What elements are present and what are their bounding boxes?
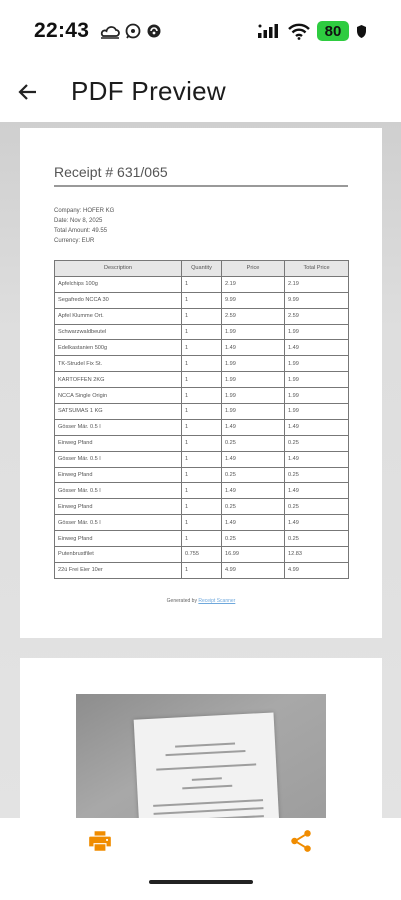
table-cell: 0.25 xyxy=(285,499,349,515)
table-cell: 1 xyxy=(182,562,222,578)
status-right xyxy=(257,21,367,41)
table-cell: 1 xyxy=(182,419,222,435)
items-table-body xyxy=(55,276,349,578)
table-cell: 1.49 xyxy=(222,451,285,467)
table-cell: 2.19 xyxy=(222,276,285,292)
table-cell: 1 xyxy=(182,467,222,483)
table-cell: 1 xyxy=(182,372,222,388)
column-header: Quantity xyxy=(182,261,222,277)
app-bar xyxy=(0,62,401,122)
generated-by-link[interactable]: Receipt Scanner xyxy=(198,598,236,604)
table-cell: 1.49 xyxy=(222,340,285,356)
table-cell: 4.99 xyxy=(222,562,285,578)
table-cell: 12.83 xyxy=(285,547,349,563)
table-cell: 1.49 xyxy=(285,515,349,531)
receipt-text-line xyxy=(165,750,245,756)
table-cell: Apfelchips 100g xyxy=(55,276,182,292)
table-cell: 1 xyxy=(182,451,222,467)
table-cell: Einweg Pfand xyxy=(55,435,182,451)
table-row xyxy=(55,467,349,483)
share-button[interactable] xyxy=(288,828,314,854)
table-row xyxy=(55,276,349,292)
table-cell: 1.49 xyxy=(285,483,349,499)
table-cell: 1 xyxy=(182,388,222,404)
table-cell: 2.59 xyxy=(222,308,285,324)
table-row xyxy=(55,324,349,340)
meta-currency: Currency: EUR xyxy=(54,238,95,244)
table-cell: 0.25 xyxy=(222,435,285,451)
table-cell: 0.755 xyxy=(182,547,222,563)
generated-by-footer xyxy=(20,598,382,604)
table-cell: 1.99 xyxy=(222,404,285,420)
table-cell: Einweg Pfand xyxy=(55,531,182,547)
receipt-meta xyxy=(54,206,114,246)
table-row xyxy=(55,435,349,451)
pdf-page-1 xyxy=(20,128,382,638)
table-cell: 1 xyxy=(182,276,222,292)
table-cell: 1.99 xyxy=(222,356,285,372)
column-header: Total Price xyxy=(285,261,349,277)
status-time: 22:43 xyxy=(34,19,90,42)
table-cell: 1 xyxy=(182,483,222,499)
signal-icon xyxy=(257,23,281,39)
table-cell: Edelkastanien 500g xyxy=(55,340,182,356)
table-cell: 1.99 xyxy=(285,404,349,420)
print-button[interactable] xyxy=(87,828,113,854)
table-cell: SATSUMAS 1 KG xyxy=(55,404,182,420)
table-cell: Gösser Mär. 0.5 l xyxy=(55,515,182,531)
app-notification-icon xyxy=(146,23,162,39)
table-cell: 0.25 xyxy=(222,531,285,547)
table-row xyxy=(55,419,349,435)
table-cell: 1.49 xyxy=(285,340,349,356)
table-cell: 1 xyxy=(182,324,222,340)
table-cell: 1 xyxy=(182,404,222,420)
table-cell: 1.99 xyxy=(222,324,285,340)
table-cell: Einweg Pfand xyxy=(55,467,182,483)
table-cell: 2.19 xyxy=(285,276,349,292)
share-icon xyxy=(288,828,314,854)
table-row xyxy=(55,483,349,499)
table-row xyxy=(55,451,349,467)
table-row xyxy=(55,340,349,356)
table-cell: Gösser Mär. 0.5 l xyxy=(55,483,182,499)
receipt-text-line xyxy=(175,743,235,748)
table-cell: 1.99 xyxy=(285,356,349,372)
table-cell: 1 xyxy=(182,340,222,356)
table-cell: 4.99 xyxy=(285,562,349,578)
bottom-action-bar xyxy=(0,818,401,900)
table-cell: Gösser Mär. 0.5 l xyxy=(55,419,182,435)
back-button[interactable] xyxy=(14,78,42,106)
receipt-paper-image xyxy=(134,712,283,818)
table-row xyxy=(55,388,349,404)
table-cell: 1.99 xyxy=(285,324,349,340)
meta-company: Company: HOFER KG xyxy=(54,208,115,214)
status-bar xyxy=(0,0,401,62)
notification-icons xyxy=(100,23,162,39)
table-row xyxy=(55,562,349,578)
generated-by-text: Generated by xyxy=(166,598,197,604)
receipt-title: Receipt # 631/065 xyxy=(54,164,168,180)
column-header: Description xyxy=(55,261,182,277)
table-cell: 0.25 xyxy=(222,499,285,515)
table-cell: Einweg Pfand xyxy=(55,499,182,515)
table-cell: TK-Strudel Fix St. xyxy=(55,356,182,372)
table-cell: KARTOFFEN 2KG xyxy=(55,372,182,388)
table-cell: 1 xyxy=(182,308,222,324)
shield-icon xyxy=(356,24,367,39)
receipt-photo xyxy=(76,694,326,818)
table-cell: Schwarzwaldbeutel xyxy=(55,324,182,340)
table-cell: Putenbrustfilet xyxy=(55,547,182,563)
table-cell: 9.99 xyxy=(285,292,349,308)
page-title: PDF Preview xyxy=(71,76,226,106)
table-cell: 1 xyxy=(182,531,222,547)
receipt-text-line xyxy=(154,807,264,815)
table-cell: 0.25 xyxy=(222,467,285,483)
table-cell: 1.99 xyxy=(285,372,349,388)
table-row xyxy=(55,404,349,420)
table-row xyxy=(55,499,349,515)
table-cell: 0.25 xyxy=(285,467,349,483)
table-cell: 16.99 xyxy=(222,547,285,563)
table-cell: 1 xyxy=(182,356,222,372)
receipt-text-line xyxy=(192,777,222,781)
table-cell: NCCA Single Origin xyxy=(55,388,182,404)
table-cell: 22ü Frei Eier 10er xyxy=(55,562,182,578)
table-cell: 1.49 xyxy=(285,419,349,435)
printer-icon xyxy=(87,828,113,854)
wifi-icon xyxy=(288,23,310,40)
items-table xyxy=(54,260,349,579)
table-cell: 2.59 xyxy=(285,308,349,324)
meta-total: Total Amount: 49.55 xyxy=(54,228,108,234)
table-cell: 1 xyxy=(182,515,222,531)
table-header-row xyxy=(55,261,349,277)
receipt-text-line xyxy=(156,763,256,770)
table-row xyxy=(55,372,349,388)
cloud-sun-icon xyxy=(100,23,120,39)
table-row xyxy=(55,292,349,308)
table-cell: 1.99 xyxy=(285,388,349,404)
table-row xyxy=(55,547,349,563)
pdf-page-2 xyxy=(20,658,382,818)
battery-indicator: 80 xyxy=(317,21,349,41)
table-row xyxy=(55,531,349,547)
table-cell: 0.25 xyxy=(285,531,349,547)
table-cell: 1.49 xyxy=(222,419,285,435)
table-cell: 1.99 xyxy=(222,372,285,388)
table-cell: 9.99 xyxy=(222,292,285,308)
table-cell: 1 xyxy=(182,292,222,308)
table-cell: Gösser Mär. 0.5 l xyxy=(55,451,182,467)
table-cell: 1.49 xyxy=(222,515,285,531)
meta-date: Date: Nov 8, 2025 xyxy=(54,218,103,224)
table-row xyxy=(55,308,349,324)
table-cell: 0.25 xyxy=(285,435,349,451)
whatsapp-icon xyxy=(125,23,141,39)
table-row xyxy=(55,356,349,372)
table-cell: Apfel Klumme Ort. xyxy=(55,308,182,324)
receipt-text-line xyxy=(153,799,263,807)
table-cell: 1 xyxy=(182,435,222,451)
table-row xyxy=(55,515,349,531)
title-divider xyxy=(54,185,348,187)
table-cell: 1 xyxy=(182,499,222,515)
receipt-text-line xyxy=(182,785,232,790)
table-cell: 1.49 xyxy=(222,483,285,499)
column-header: Price xyxy=(222,261,285,277)
table-cell: 1.99 xyxy=(222,388,285,404)
home-indicator[interactable] xyxy=(149,880,253,884)
table-cell: Segafredo NCCA 30 xyxy=(55,292,182,308)
pdf-preview-area[interactable] xyxy=(0,122,401,818)
arrow-left-icon xyxy=(18,82,38,102)
table-cell: 1.49 xyxy=(285,451,349,467)
